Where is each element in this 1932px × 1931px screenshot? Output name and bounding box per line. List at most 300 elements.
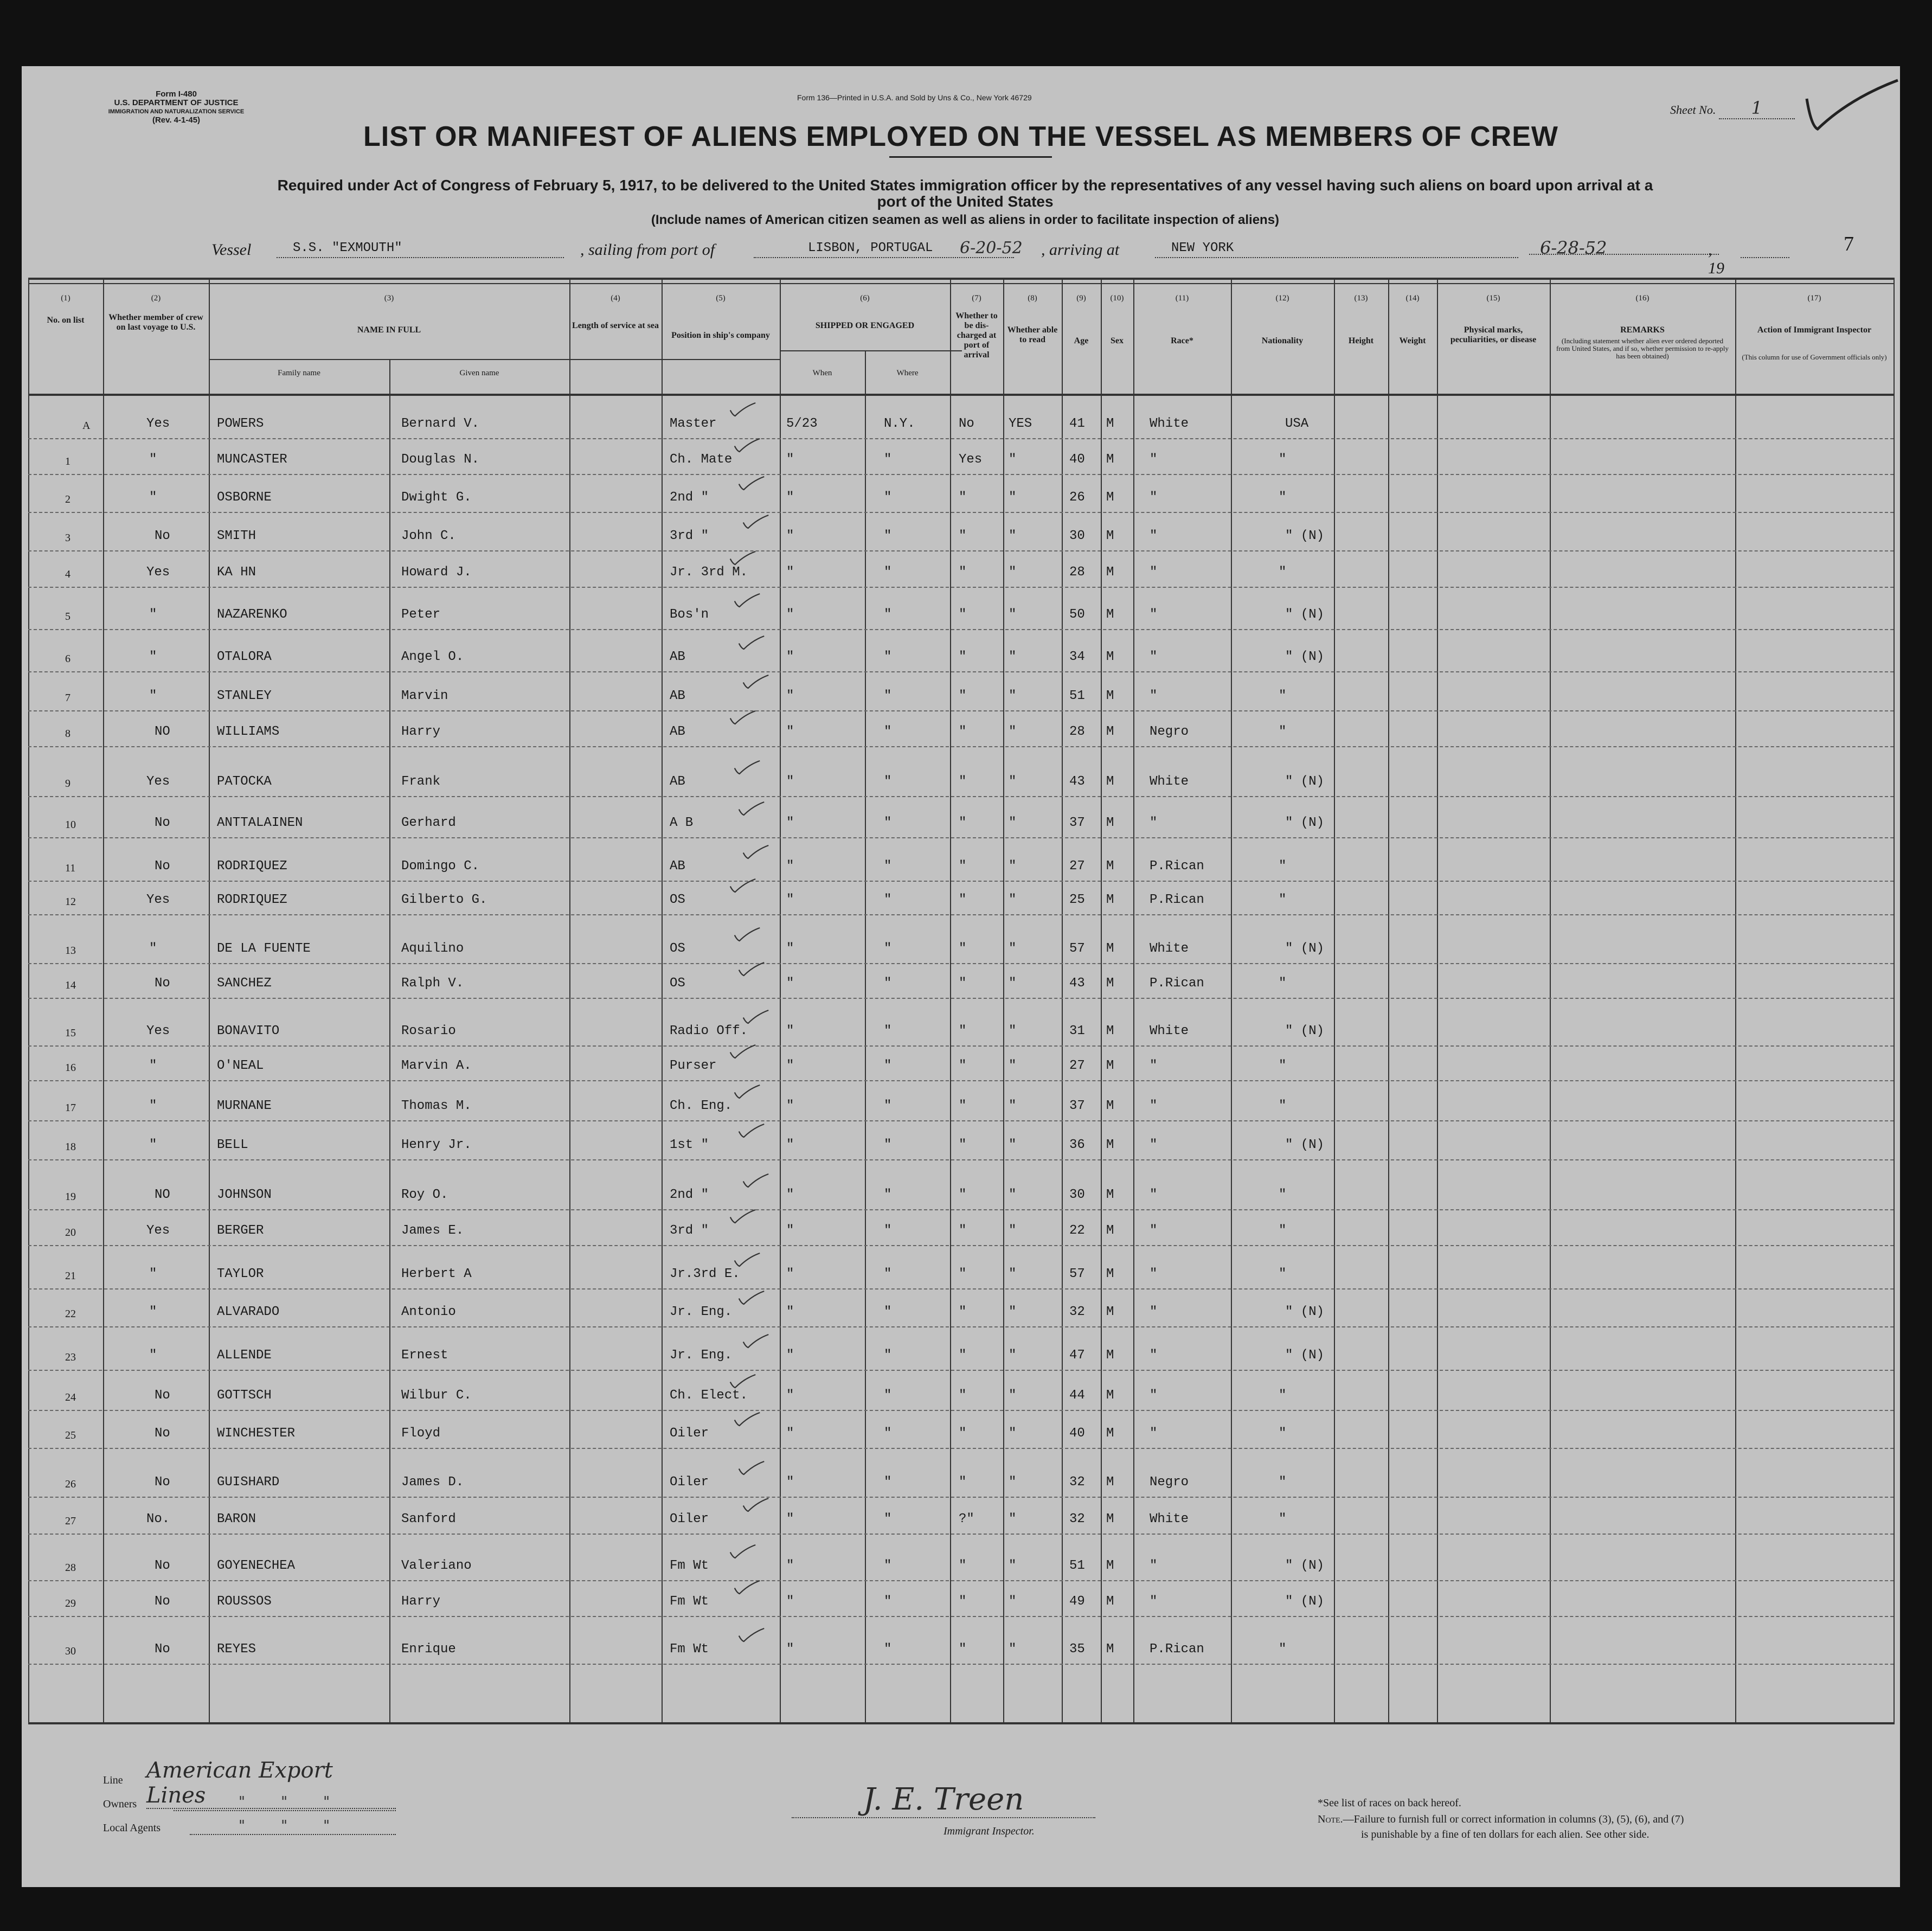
discharge-at-port: " [959, 1388, 967, 1403]
race: White [1150, 941, 1189, 956]
penalty-note [1318, 1813, 1684, 1826]
row-number: 18 [65, 1141, 76, 1153]
sex: M [1106, 941, 1114, 956]
position: Jr. Eng. [670, 1305, 733, 1319]
nationality: " [1279, 1475, 1287, 1490]
checkmark-icon [740, 1333, 772, 1349]
race: " [1150, 1223, 1158, 1238]
shipped-when: " [786, 1188, 794, 1202]
shipped-when: " [786, 774, 794, 789]
checkmark-icon [735, 1290, 768, 1306]
row-number: 11 [65, 862, 76, 874]
sex: M [1106, 976, 1114, 991]
shipped-where: " [884, 689, 892, 703]
able-to-read: " [1009, 1426, 1017, 1441]
family-name: BONAVITO [217, 1024, 280, 1038]
row-guide-line [28, 963, 1894, 964]
nationality: " [1279, 893, 1287, 907]
nationality: " [1279, 1388, 1287, 1403]
sex: M [1106, 1475, 1114, 1490]
sex: M [1106, 893, 1114, 907]
department-name: U.S. DEPARTMENT OF JUSTICE [114, 98, 239, 107]
row-guide-line [28, 1664, 1894, 1665]
able-to-read: " [1009, 976, 1017, 991]
able-to-read: " [1009, 1223, 1017, 1238]
sex: M [1106, 859, 1114, 874]
shipped-when: " [786, 1138, 794, 1152]
race: " [1150, 490, 1158, 505]
column-header: Age [1074, 336, 1089, 345]
position: Oiler [670, 1475, 709, 1490]
row-number: 21 [65, 1270, 76, 1282]
given-name: Sanford [401, 1512, 456, 1526]
age: 57 [1069, 1267, 1085, 1281]
column-header: Action of Immigrant Inspector [1757, 325, 1872, 335]
sex: M [1106, 1223, 1114, 1238]
column-subheader-where: Where [896, 369, 919, 377]
signature-caption: Immigrant Inspector. [943, 1825, 1035, 1837]
given-name: Roy O. [401, 1188, 448, 1202]
column-number: (12) [1275, 294, 1289, 303]
column-header: Position in ship's company [671, 331, 770, 340]
shipped-where: " [884, 1223, 892, 1238]
shipped-where: " [884, 774, 892, 789]
shipped-where: " [884, 1558, 892, 1573]
shipped-where: " [884, 565, 892, 580]
position: Jr. 3rd M. [670, 565, 748, 580]
row-number: A [82, 420, 91, 432]
column-header: Height [1348, 336, 1374, 345]
owners-label: Owners [103, 1798, 137, 1810]
given-name: Thomas M. [401, 1099, 472, 1113]
family-name: O'NEAL [217, 1058, 264, 1073]
note-text: Failure to furnish full or correct information in columns (3), (5), (6), and (7) [1353, 1813, 1684, 1825]
shipped-where: " [884, 1642, 892, 1657]
column-divider [1550, 278, 1551, 1724]
column-number: (15) [1486, 294, 1500, 303]
age: 40 [1069, 1426, 1085, 1441]
position: Radio Off. [670, 1024, 748, 1038]
sex: M [1106, 1099, 1114, 1113]
family-name: OSBORNE [217, 490, 272, 505]
column-header: Weight [1399, 336, 1426, 345]
crew-last-voyage: No [155, 859, 170, 874]
position: 3rd " [670, 1223, 709, 1238]
row-guide-line [28, 1159, 1894, 1160]
arrival-date: 6-28-52 [1529, 238, 1719, 255]
row-guide-line [28, 1209, 1894, 1210]
able-to-read: " [1009, 650, 1017, 664]
discharge-at-port: " [959, 941, 967, 956]
crew-last-voyage: No [155, 529, 170, 543]
nationality: " [1279, 724, 1287, 739]
row-number: 16 [65, 1062, 76, 1074]
shipped-when: " [786, 1024, 794, 1038]
row-guide-line [28, 796, 1894, 797]
able-to-read: " [1009, 1642, 1017, 1657]
sex: M [1106, 1512, 1114, 1526]
checkmark-icon [740, 1172, 772, 1189]
crew-last-voyage: No [155, 1642, 170, 1657]
crew-last-voyage: " [149, 1099, 157, 1113]
family-name: MUNCASTER [217, 452, 287, 467]
line-label: Line [103, 1774, 123, 1786]
age: 32 [1069, 1305, 1085, 1319]
position: Fm Wt [670, 1594, 709, 1609]
checkmark-icon [735, 1460, 768, 1476]
race: " [1150, 1058, 1158, 1073]
header-subrule-name [209, 359, 781, 360]
crew-last-voyage: " [149, 607, 157, 622]
row-guide-line [28, 587, 1894, 588]
crew-last-voyage: No [155, 1426, 170, 1441]
able-to-read: " [1009, 816, 1017, 830]
able-to-read: " [1009, 1305, 1017, 1319]
shipped-where: " [884, 1388, 892, 1403]
checkmark-icon [727, 1043, 759, 1060]
checkmark-icon [731, 1083, 763, 1100]
column-divider [1231, 278, 1232, 1724]
discharge-at-port: " [959, 774, 967, 789]
row-number: 12 [65, 896, 76, 908]
given-name: Dwight G. [401, 490, 472, 505]
position: 3rd " [670, 529, 709, 543]
printer-note: Form 136—Printed in U.S.A. and Sold by Uns & Co., New York 46729 [797, 93, 1032, 102]
shipped-when: " [786, 452, 794, 467]
position: OS [670, 893, 685, 907]
family-name: ANTTALAINEN [217, 816, 303, 830]
column-subheader-when: When [812, 369, 832, 377]
column-number: (3) [384, 294, 394, 303]
discharge-at-port: No [959, 416, 974, 431]
row-guide-line [28, 1448, 1894, 1449]
age: 28 [1069, 565, 1085, 580]
position: Jr.3rd E. [670, 1267, 740, 1281]
row-number: 17 [65, 1102, 76, 1114]
row-number: 10 [65, 819, 76, 831]
note-text-2: is punishable by a fine of ten dollars for each alien. See other side. [1361, 1829, 1649, 1840]
given-name: Ernest [401, 1348, 448, 1363]
sex: M [1106, 774, 1114, 789]
sex: M [1106, 724, 1114, 739]
age: 47 [1069, 1348, 1085, 1363]
checkmark-icon [727, 401, 759, 418]
able-to-read: " [1009, 529, 1017, 543]
checkmark-icon [727, 550, 759, 566]
discharge-at-port: " [959, 1138, 967, 1152]
column-divider [950, 278, 951, 1724]
shipped-when: " [786, 724, 794, 739]
row-number: 1 [65, 456, 70, 467]
sex: M [1106, 1305, 1114, 1319]
note-label: Note.— [1318, 1813, 1354, 1825]
crew-last-voyage: No. [146, 1512, 170, 1526]
row-number: 2 [65, 493, 70, 505]
sex: M [1106, 565, 1114, 580]
family-name: GOTTSCH [217, 1388, 272, 1403]
nationality: " (N) [1285, 1348, 1325, 1363]
nationality: USA [1285, 416, 1309, 431]
sailing-label: , sailing from port of [580, 241, 715, 259]
family-name: STANLEY [217, 689, 272, 703]
race-note: *See list of races on back hereof. [1318, 1797, 1461, 1809]
checkmark-icon [727, 877, 759, 894]
row-number: 28 [65, 1562, 76, 1574]
discharge-at-port: " [959, 1426, 967, 1441]
row-number: 13 [65, 945, 76, 957]
shipped-when: " [786, 976, 794, 991]
able-to-read: " [1009, 1475, 1017, 1490]
shipped-where: " [884, 607, 892, 622]
family-name: ALVARADO [217, 1305, 280, 1319]
age: 43 [1069, 774, 1085, 789]
table-top-border [28, 278, 1894, 280]
family-name: ROUSSOS [217, 1594, 272, 1609]
row-number: 24 [65, 1391, 76, 1403]
sex: M [1106, 529, 1114, 543]
checkmark-icon [735, 961, 768, 977]
race: White [1150, 1512, 1189, 1526]
row-guide-line [28, 1497, 1894, 1498]
position: AB [670, 650, 685, 664]
shipped-when: " [786, 816, 794, 830]
position: Oiler [670, 1512, 709, 1526]
shipped-where: " [884, 941, 892, 956]
given-name: Peter [401, 607, 441, 622]
able-to-read: " [1009, 490, 1017, 505]
race: " [1150, 1426, 1158, 1441]
race: White [1150, 774, 1189, 789]
race: " [1150, 452, 1158, 467]
shipped-where: " [884, 1348, 892, 1363]
able-to-read: " [1009, 1594, 1017, 1609]
position: Fm Wt [670, 1558, 709, 1573]
age: 44 [1069, 1388, 1085, 1403]
race: " [1150, 1099, 1158, 1113]
nationality: " [1279, 452, 1287, 467]
able-to-read: " [1009, 689, 1017, 703]
given-name: Floyd [401, 1426, 441, 1441]
nationality: " (N) [1285, 1138, 1325, 1152]
discharge-at-port: ?" [959, 1512, 974, 1526]
row-guide-line [28, 512, 1894, 513]
crew-last-voyage: Yes [146, 565, 170, 580]
checkmark-icon [727, 1208, 759, 1224]
owners-value: " " " [174, 1794, 396, 1811]
family-name: OTALORA [217, 650, 272, 664]
age: 37 [1069, 816, 1085, 830]
column-divider [1062, 278, 1063, 1724]
given-name: Howard J. [401, 565, 472, 580]
column-header: No. on list [47, 316, 85, 325]
discharge-at-port: " [959, 859, 967, 874]
shipped-when: " [786, 1426, 794, 1441]
shipped-where: " [884, 490, 892, 505]
able-to-read: " [1009, 565, 1017, 580]
race: " [1150, 1188, 1158, 1202]
shipped-where: " [884, 1267, 892, 1281]
shipped-where: " [884, 976, 892, 991]
column-divider [662, 278, 663, 1724]
service-name: IMMIGRATION AND NATURALIZATION SERVICE [108, 108, 245, 115]
manifest-sheet [22, 66, 1900, 1887]
family-name: MURNANE [217, 1099, 272, 1113]
nationality: " (N) [1285, 1594, 1325, 1609]
table-bottom-border [28, 1722, 1894, 1724]
shipped-when: " [786, 1558, 794, 1573]
row-number: 25 [65, 1429, 76, 1441]
discharge-at-port: " [959, 490, 967, 505]
checkmark-icon [735, 800, 768, 817]
corner-mark: 7 [1844, 233, 1854, 255]
line-value: American Export Lines [146, 1758, 396, 1809]
able-to-read: " [1009, 1558, 1017, 1573]
shipped-where: " [884, 650, 892, 664]
sail-date: 6-20-52 [960, 239, 1023, 258]
able-to-read: " [1009, 452, 1017, 467]
age: 31 [1069, 1024, 1085, 1038]
discharge-at-port: Yes [959, 452, 983, 467]
sex: M [1106, 1558, 1114, 1573]
race: Negro [1150, 724, 1189, 739]
family-name: WILLIAMS [217, 724, 280, 739]
able-to-read: " [1009, 1024, 1017, 1038]
shipped-where: " [884, 1138, 892, 1152]
given-name: Henry Jr. [401, 1138, 472, 1152]
checkmark-icon [740, 514, 772, 530]
age: 28 [1069, 724, 1085, 739]
column-divider [1003, 278, 1004, 1724]
given-name: Enrique [401, 1642, 456, 1657]
race: " [1150, 1267, 1158, 1281]
shipped-when: " [786, 1642, 794, 1657]
race: " [1150, 1594, 1158, 1609]
sex: M [1106, 416, 1114, 431]
given-name: Antonio [401, 1305, 456, 1319]
shipped-when: 5/23 [786, 416, 818, 431]
able-to-read: " [1009, 1388, 1017, 1403]
age: 32 [1069, 1512, 1085, 1526]
column-number: (10) [1110, 294, 1124, 303]
shipped-where: N.Y. [884, 416, 915, 431]
inspector-signature: J. E. Treen [792, 1782, 1095, 1818]
family-name: DE LA FUENTE [217, 941, 311, 956]
discharge-at-port: " [959, 1024, 967, 1038]
given-name: Bernard V. [401, 416, 480, 431]
family-name: RODRIQUEZ [217, 893, 287, 907]
row-number: 15 [65, 1027, 76, 1039]
age: 49 [1069, 1594, 1085, 1609]
column-number: (7) [972, 294, 981, 303]
arriving-label: , arriving at [1041, 241, 1120, 259]
family-name: GUISHARD [217, 1475, 280, 1490]
discharge-at-port: " [959, 1188, 967, 1202]
family-name: BERGER [217, 1223, 264, 1238]
position: Purser [670, 1058, 717, 1073]
discharge-at-port: " [959, 607, 967, 622]
crew-last-voyage: " [149, 452, 157, 467]
age: 27 [1069, 859, 1085, 874]
discharge-at-port: " [959, 1642, 967, 1657]
discharge-at-port: " [959, 1305, 967, 1319]
age: 40 [1069, 452, 1085, 467]
subtitle-line-2: port of the United States [877, 193, 1054, 210]
discharge-at-port: " [959, 893, 967, 907]
column-divider [569, 278, 570, 1724]
able-to-read: " [1009, 1058, 1017, 1073]
sex: M [1106, 452, 1114, 467]
discharge-at-port: " [959, 565, 967, 580]
row-number: 29 [65, 1598, 76, 1609]
family-name: WINCHESTER [217, 1426, 296, 1441]
position: Fm Wt [670, 1642, 709, 1657]
nationality: " [1279, 1058, 1287, 1073]
row-guide-line [28, 837, 1894, 838]
sex: M [1106, 1388, 1114, 1403]
able-to-read: " [1009, 941, 1017, 956]
given-name: James D. [401, 1475, 464, 1490]
sex: M [1106, 816, 1114, 830]
race: Negro [1150, 1475, 1189, 1490]
given-name: Angel O. [401, 650, 464, 664]
given-name: Harry [401, 1594, 441, 1609]
age: 35 [1069, 1642, 1085, 1657]
nationality: " (N) [1285, 1558, 1325, 1573]
checkmark-icon [740, 1497, 772, 1513]
position: OS [670, 941, 685, 956]
shipped-where: " [884, 816, 892, 830]
arrival-port: NEW YORK [1155, 241, 1518, 258]
discharge-at-port: " [959, 650, 967, 664]
checkmark-icon [735, 1122, 768, 1139]
able-to-read: " [1009, 1099, 1017, 1113]
age: 57 [1069, 941, 1085, 956]
nationality: " [1279, 1642, 1287, 1657]
column-header: NAME IN FULL [357, 325, 421, 335]
shipped-where: " [884, 1426, 892, 1441]
nationality: " [1279, 1426, 1287, 1441]
age: 34 [1069, 650, 1085, 664]
able-to-read: YES [1009, 416, 1032, 431]
shipped-where: " [884, 1099, 892, 1113]
shipped-when: " [786, 1512, 794, 1526]
crew-last-voyage: Yes [146, 1024, 170, 1038]
position: AB [670, 774, 685, 789]
shipped-where: " [884, 529, 892, 543]
crew-last-voyage: NO [155, 1188, 170, 1202]
header-subrule-shipped [780, 350, 962, 351]
row-guide-line [28, 1045, 1894, 1047]
row-guide-line [28, 550, 1894, 551]
row-guide-line [28, 1370, 1894, 1371]
row-number: 19 [65, 1191, 76, 1203]
race: " [1150, 529, 1158, 543]
column-number: (8) [1028, 294, 1037, 303]
age: 32 [1069, 1475, 1085, 1490]
row-number: 30 [65, 1645, 76, 1657]
family-name: JOHNSON [217, 1188, 272, 1202]
crew-last-voyage: No [155, 1594, 170, 1609]
position: A B [670, 816, 694, 830]
column-header: Whether to be dis-charged at port of arrival [955, 311, 998, 360]
checkmark-icon [740, 844, 772, 860]
nationality: " (N) [1285, 607, 1325, 622]
checkmark-icon [735, 1627, 768, 1643]
race: " [1150, 1305, 1158, 1319]
column-number: (9) [1076, 294, 1086, 303]
crew-last-voyage: Yes [146, 893, 170, 907]
given-name: Rosario [401, 1024, 456, 1038]
